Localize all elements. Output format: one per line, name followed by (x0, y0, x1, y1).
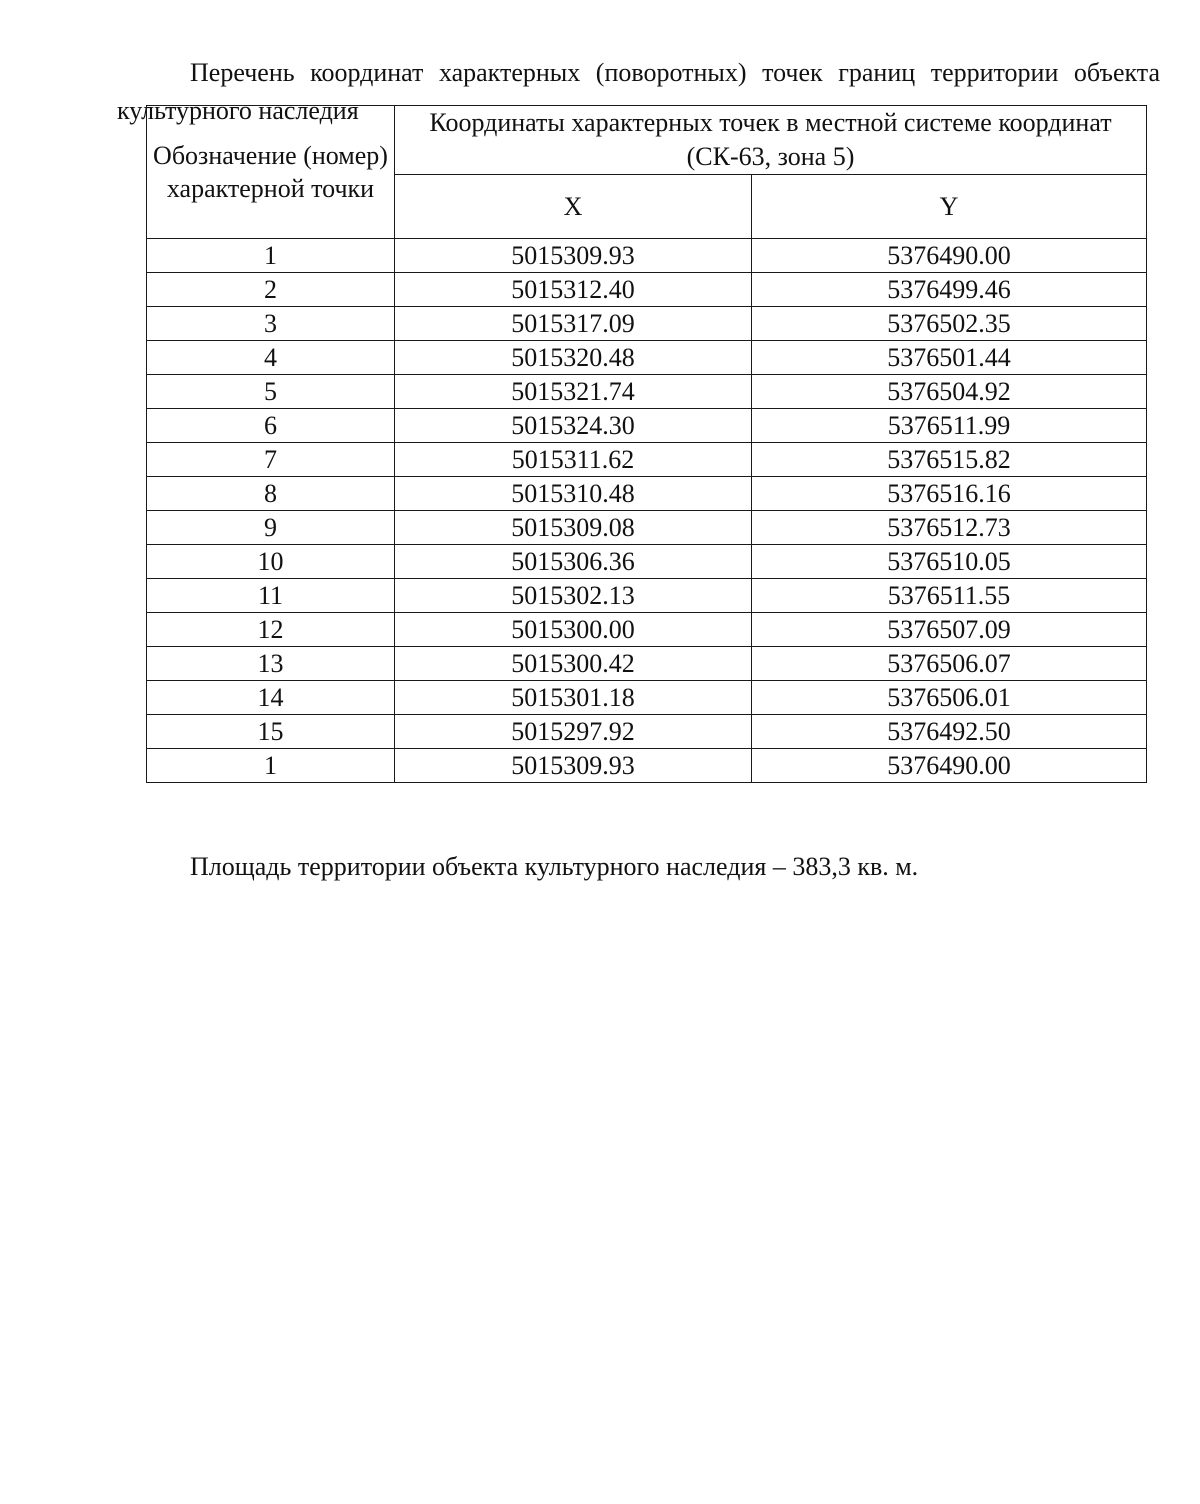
y-coordinate-cell: 5376499.46 (752, 273, 1147, 307)
point-number-cell: 9 (147, 511, 395, 545)
y-coordinate-cell: 5376506.01 (752, 681, 1147, 715)
area-statement: Площадь территории объекта культурного наследия – 383,3 кв. м. (190, 852, 919, 881)
point-number-cell: 11 (147, 579, 395, 613)
point-number-cell: 10 (147, 545, 395, 579)
point-number-cell: 14 (147, 681, 395, 715)
x-coordinate-cell: 5015297.92 (395, 715, 752, 749)
x-coordinate-cell: 5015302.13 (395, 579, 752, 613)
x-coordinate-cell: 5015300.00 (395, 613, 752, 647)
table-row (147, 239, 1147, 273)
x-coordinate-cell: 5015321.74 (395, 375, 752, 409)
table-row (147, 511, 1147, 545)
y-coordinate-cell: 5376502.35 (752, 307, 1147, 341)
x-coordinate-cell: 5015309.93 (395, 239, 752, 273)
point-number-cell: 1 (147, 749, 395, 783)
y-coordinate-cell: 5376510.05 (752, 545, 1147, 579)
header-x: X (395, 175, 752, 239)
table-row (147, 681, 1147, 715)
table-row (147, 443, 1147, 477)
table-row (147, 409, 1147, 443)
table-row (147, 715, 1147, 749)
y-coordinate-cell: 5376490.00 (752, 749, 1147, 783)
document-intro: Перечень координат характерных (поворотных) точек границ территории объекта культурного наследия (117, 58, 1160, 125)
point-number-cell: 12 (147, 613, 395, 647)
y-coordinate-cell: 5376492.50 (752, 715, 1147, 749)
y-coordinate-cell: 5376504.92 (752, 375, 1147, 409)
x-coordinate-cell: 5015306.36 (395, 545, 752, 579)
coordinates-table-body (147, 239, 1147, 783)
y-coordinate-cell: 5376512.73 (752, 511, 1147, 545)
table-row (147, 647, 1147, 681)
x-coordinate-cell: 5015320.48 (395, 341, 752, 375)
table-row (147, 375, 1147, 409)
x-coordinate-cell: 5015301.18 (395, 681, 752, 715)
x-coordinate-cell: 5015309.08 (395, 511, 752, 545)
table-row (147, 273, 1147, 307)
point-number-cell: 2 (147, 273, 395, 307)
y-coordinate-cell: 5376515.82 (752, 443, 1147, 477)
point-number-cell: 13 (147, 647, 395, 681)
x-coordinate-cell: 5015324.30 (395, 409, 752, 443)
point-number-cell: 7 (147, 443, 395, 477)
header-y: Y (752, 175, 1147, 239)
x-coordinate-cell: 5015317.09 (395, 307, 752, 341)
point-number-cell: 3 (147, 307, 395, 341)
point-number-cell: 4 (147, 341, 395, 375)
header-point-designation: Обозначение (номер) характерной точки (147, 106, 395, 239)
point-number-cell: 5 (147, 375, 395, 409)
y-coordinate-cell: 5376511.99 (752, 409, 1147, 443)
y-coordinate-cell: 5376501.44 (752, 341, 1147, 375)
y-coordinate-cell: 5376511.55 (752, 579, 1147, 613)
point-number-cell: 1 (147, 239, 395, 273)
table-row (147, 307, 1147, 341)
x-coordinate-cell: 5015309.93 (395, 749, 752, 783)
y-coordinate-cell: 5376506.07 (752, 647, 1147, 681)
coordinates-table (146, 105, 1147, 783)
header-coordinates: Координаты характерных точек в местной системе координат (СК-63, зона 5) (395, 106, 1147, 175)
y-coordinate-cell: 5376490.00 (752, 239, 1147, 273)
y-coordinate-cell: 5376507.09 (752, 613, 1147, 647)
table-row (147, 477, 1147, 511)
table-row (147, 341, 1147, 375)
x-coordinate-cell: 5015311.62 (395, 443, 752, 477)
table-row (147, 749, 1147, 783)
table-row (147, 613, 1147, 647)
x-coordinate-cell: 5015310.48 (395, 477, 752, 511)
x-coordinate-cell: 5015300.42 (395, 647, 752, 681)
point-number-cell: 6 (147, 409, 395, 443)
y-coordinate-cell: 5376516.16 (752, 477, 1147, 511)
point-number-cell: 8 (147, 477, 395, 511)
table-row (147, 579, 1147, 613)
x-coordinate-cell: 5015312.40 (395, 273, 752, 307)
table-row (147, 545, 1147, 579)
point-number-cell: 15 (147, 715, 395, 749)
